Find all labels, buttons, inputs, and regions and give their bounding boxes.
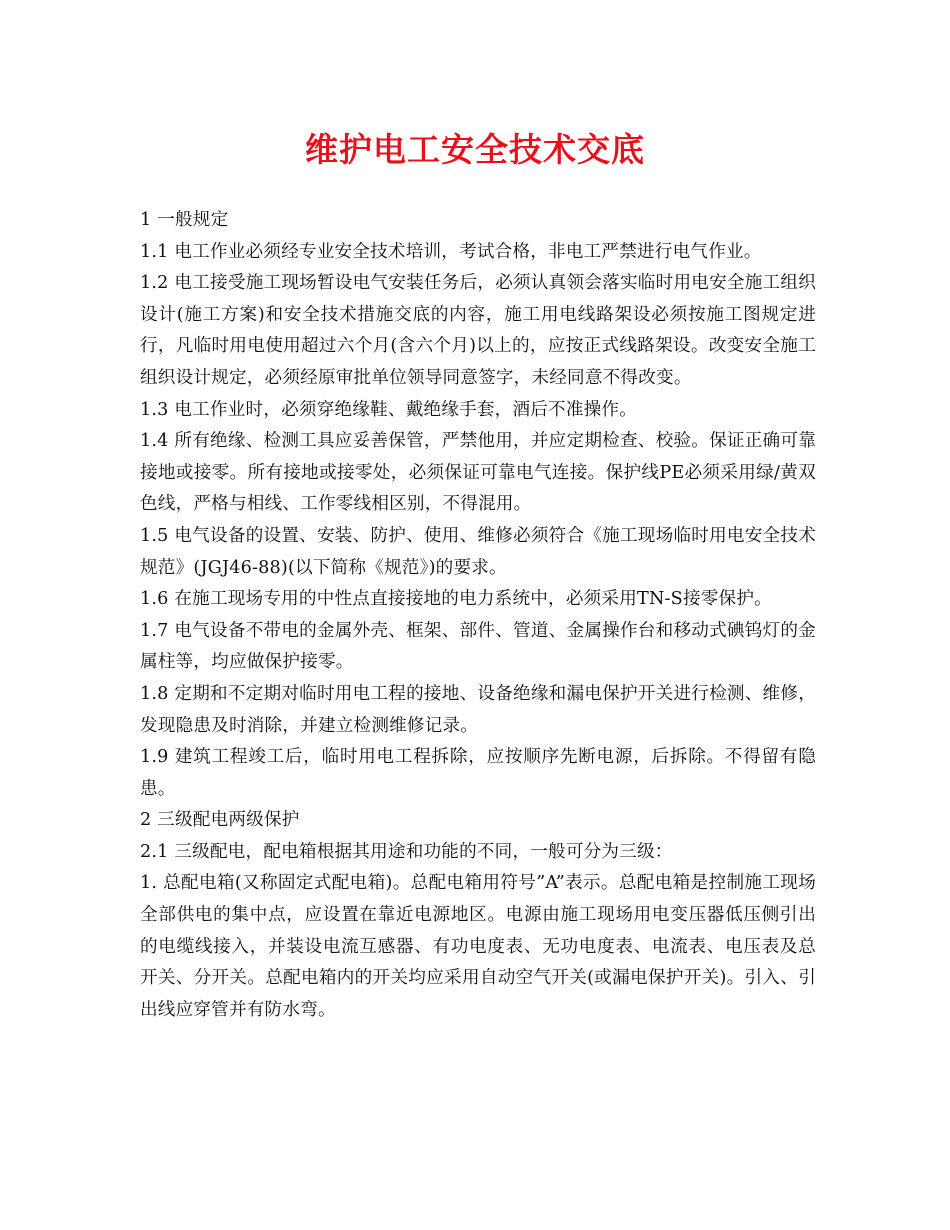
paragraph-1-3: 1.3 电工作业时，必须穿绝缘鞋、戴绝缘手套，酒后不准操作。 bbox=[140, 399, 638, 420]
paragraph-1-4: 1.4 所有绝缘、检测工具应妥善保管，严禁他用，并应定期检查、校验。保证正确可靠接地或接零。所有接地或接零处，必须保证可靠电气连接。保护线PE必须采用绿/黄双色线，严格与相线、工作零线相区别，不得混用。 bbox=[140, 431, 816, 515]
paragraph-section-1-heading: 1 一般规定 bbox=[140, 210, 229, 230]
paragraph-section-2-heading: 2 三级配电两级保护 bbox=[140, 810, 300, 831]
document-body bbox=[140, 205, 816, 1026]
paragraph-1-5: 1.5 电气设备的设置、安装、防护、使用、维修必须符合《施工现场临时用电安全技术规范》(JGJ46-88)(以下简称《规范》)的要求。 bbox=[140, 525, 816, 578]
paragraph-2-1: 2.1 三级配电，配电箱根据其用途和功能的不同，一般可分为三级： bbox=[140, 841, 673, 862]
paragraph-1-1: 1.1 电工作业必须经专业安全技术培训，考试合格，非电工严禁进行电气作业。 bbox=[140, 241, 762, 262]
paragraph-2-1-item-1: 1. 总配电箱(又称固定式配电箱)。总配电箱用符号”A”表示。总配电箱是控制施工现场全部供电的集中点，应设置在靠近电源地区。电源由施工现场用电变压器低压侧引出的电缆线接入，并装设电流互感器、有功电度表、无功电度表、电流表、电压表及总开关、分开关。总配电箱内的开关均应采用自动空气开关(或漏电保护开关)。引入、引出线应穿管并有防水弯。 bbox=[140, 873, 816, 1020]
paragraph-1-9: 1.9 建筑工程竣工后，临时用电工程拆除，应按顺序先断电源，后拆除。不得留有隐患。 bbox=[140, 747, 816, 799]
paragraph-1-6: 1.6 在施工现场专用的中性点直接接地的电力系统中，必须采用TN-S接零保护。 bbox=[140, 589, 772, 610]
document-title: 维护电工安全技术交底 bbox=[305, 130, 645, 169]
paragraph-1-2: 1.2 电工接受施工现场暂设电气安装任务后，必须认真领会落实临时用电安全施工组织设计(施工方案)和安全技术措施交底的内容，施工用电线路架设必须按施工图规定进行，凡临时用电使用超过六个月(含六个月)以上的，应按正式线路架设。改变安全施工组织设计规定，必须经原审批单位领导同意签字，未经同意不得改变。 bbox=[140, 273, 816, 388]
paragraph-1-7: 1.7 电气设备不带电的金属外壳、框架、部件、管道、金属操作台和移动式碘钨灯的金属柱等，均应做保护接零。 bbox=[140, 620, 816, 673]
paragraph-1-8: 1.8 定期和不定期对临时用电工程的接地、设备绝缘和漏电保护开关进行检测、维修，发现隐患及时消除，并建立检测维修记录。 bbox=[140, 683, 816, 736]
